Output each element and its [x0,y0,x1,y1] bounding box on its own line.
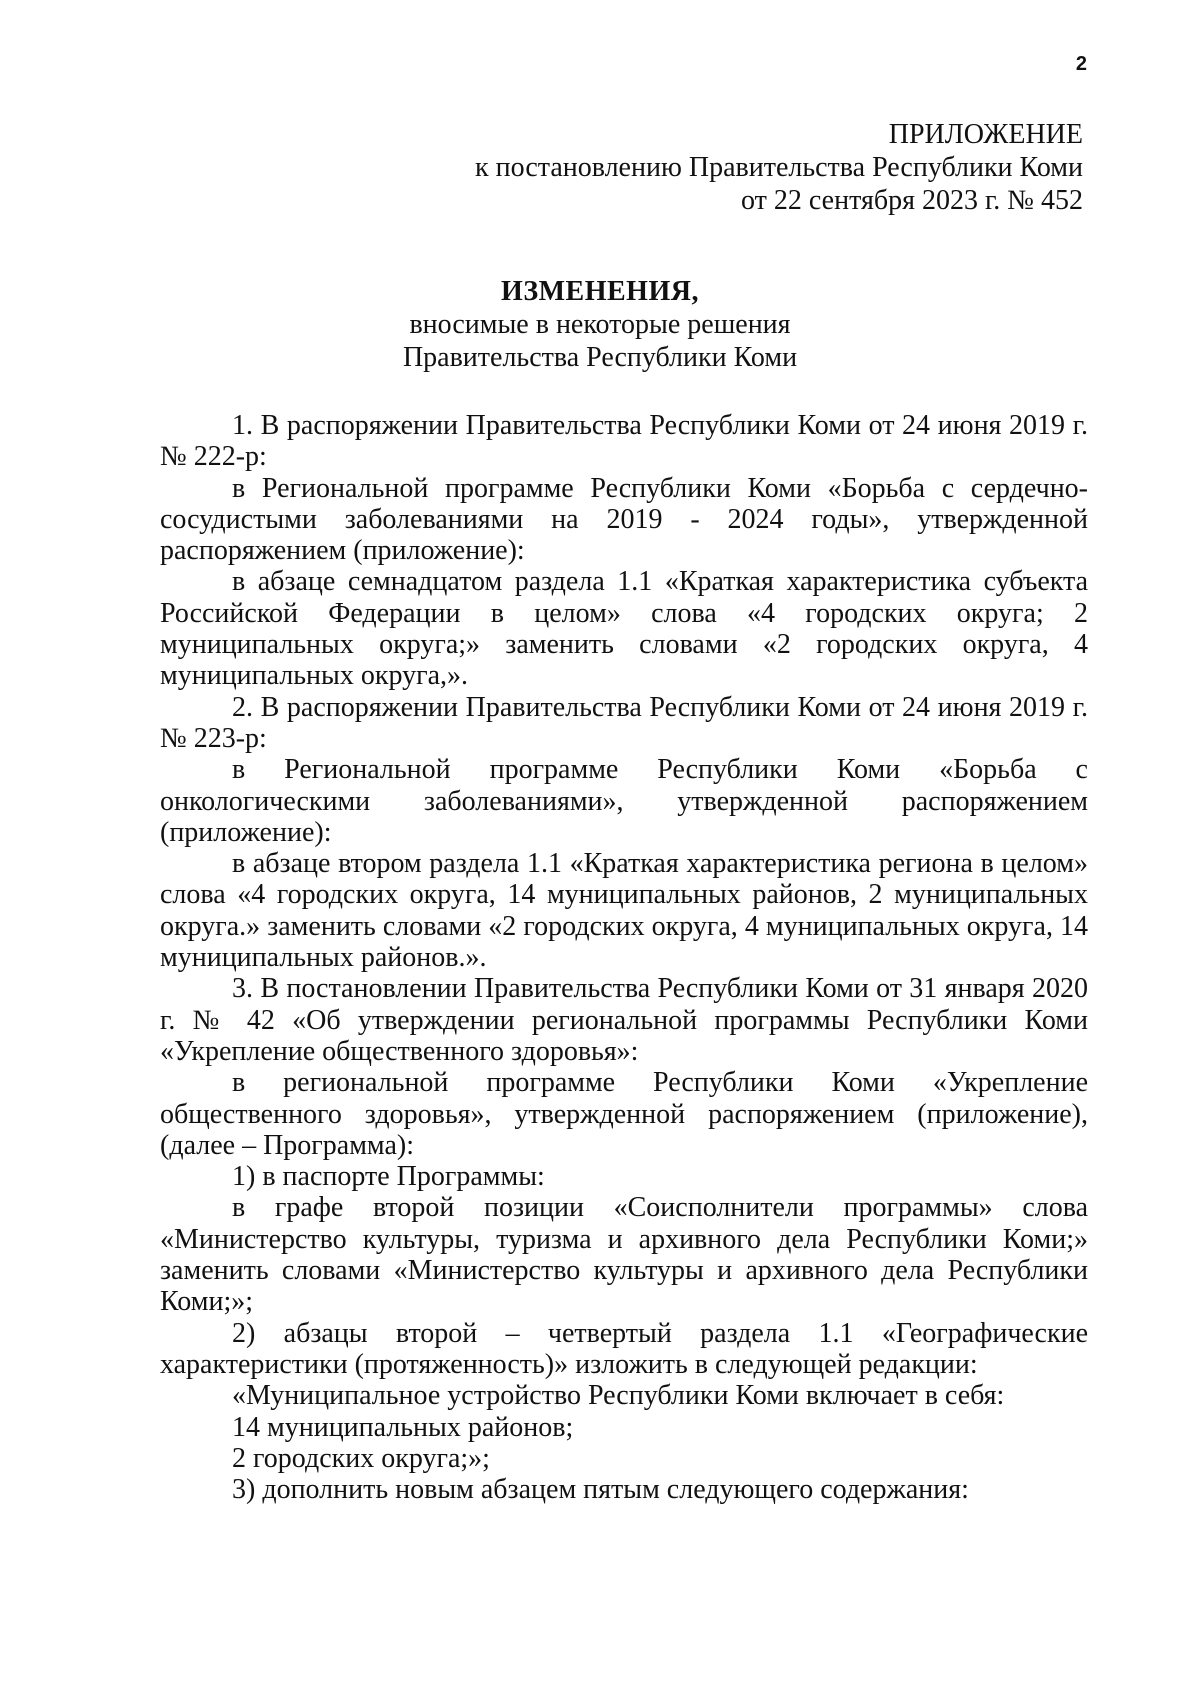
paragraph-14: 2 городских округа;»; [232,1442,490,1474]
document-title-block [0,275,1200,374]
appendix-date: от 22 сентября 2023 г. № 452 [741,185,1083,216]
paragraph-10: в графе второй позиции «Соисполнители программы» слова «Министерство культуры, туризма и архивного дела Республики Коми;» заменить словами «Министерство культуры и архивного дела Республики Коми;»; [160,1192,1088,1318]
page-number: 2 [1075,53,1087,75]
paragraph-2: в Региональной программе Республики Коми «Борьба с сердечно-сосудистыми заболеваниями на 2019 - 2024 годы», утвержденной распоряжением (приложение): [160,472,1088,567]
paragraph-12: «Муниципальное устройство Республики Коми включает в себя: [232,1380,1005,1412]
paragraph-11: 2) абзацы второй – четвертый раздела 1.1 «Географические характеристики (протяженность)» изложить в следующей редакции: [160,1317,1088,1380]
paragraph-7: 3. В постановлении Правительства Республики Коми от 31 января 2020 г. № 42 «Об утверждении региональной программы Республики Коми «Укрепление общественного здоровья»: [160,973,1088,1067]
document-subtitle-line2: Правительства Республики Коми [402,342,798,373]
paragraph-8: в региональной программе Республики Коми «Укрепление общественного здоровья», утвержденной распоряжением (приложение), (далее – Программа): [160,1067,1088,1161]
appendix-reference: к постановлению Правительства Республики Коми [475,152,1083,183]
document-body [160,410,1088,1505]
paragraph-9: 1) в паспорте Программы: [232,1161,545,1193]
paragraph-3: в абзаце семнадцатом раздела 1.1 «Краткая характеристика субъекта Российской Федерации в целом» слова «4 городских округа; 2 муниципальных округа;» заменить словами «2 городских округа, 4 муниципальных округа,». [160,566,1088,692]
paragraph-1: 1. В распоряжении Правительства Республики Коми от 24 июня 2019 г. № 222-р: [160,410,1088,473]
appendix-header [475,118,1083,217]
paragraph-4: 2. В распоряжении Правительства Республики Коми от 24 июня 2019 г. № 223-р: [160,691,1088,754]
document-subtitle-line1: вносимые в некоторые решения [409,309,791,340]
document-title: ИЗМЕНЕНИЯ, [501,276,699,307]
paragraph-15: 3) дополнить новым абзацем пятым следующего содержания: [232,1474,969,1506]
paragraph-6: в абзаце втором раздела 1.1 «Краткая характеристика региона в целом» слова «4 городских округа, 14 муниципальных районов, 2 муниципальных округа.» заменить словами «2 городских округа, 4 муниципальных округа, 14 муниципальных районов.». [160,848,1088,974]
paragraph-13: 14 муниципальных районов; [232,1411,574,1443]
paragraph-5: в Региональной программе Республики Коми «Борьба с онкологическими заболеваниями», утвержденной распоряжением (приложение): [160,754,1088,848]
appendix-label: ПРИЛОЖЕНИЕ [888,119,1083,150]
